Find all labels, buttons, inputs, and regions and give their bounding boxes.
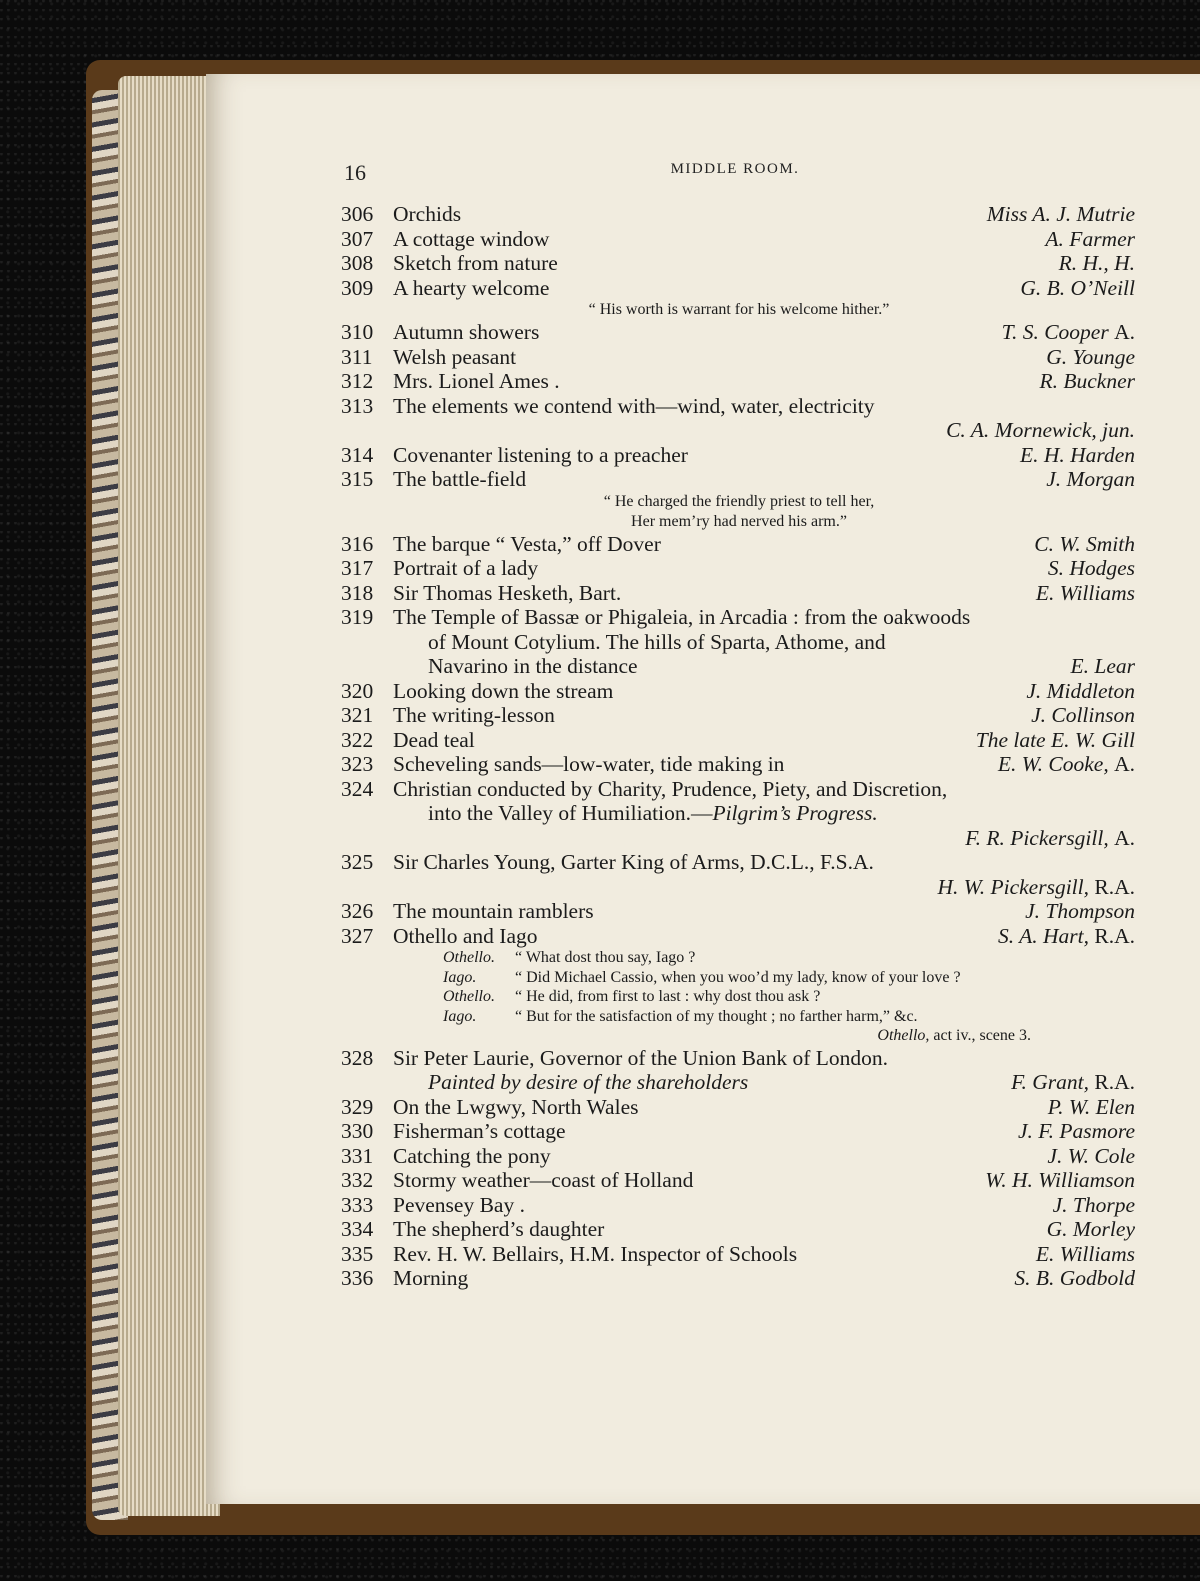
entry-number: 319 bbox=[341, 605, 374, 629]
academy-suffix: R.A. bbox=[1094, 923, 1135, 948]
artist-text: S. A. Hart, bbox=[998, 923, 1089, 948]
entry-title: The barque “ Vesta,” off Dover bbox=[393, 531, 661, 556]
spoken-text: “ He did, from first to last : why dost thou ask ? bbox=[515, 988, 821, 1005]
entry-title: Christian conducted by Charity, Prudence, Piety, and Discretion, bbox=[393, 776, 948, 801]
entry-number: 327 bbox=[341, 923, 374, 948]
catalogue-entry bbox=[341, 467, 1137, 492]
artist-text: R. H., H. bbox=[1058, 251, 1135, 275]
artist-text: J. Middleton bbox=[1026, 678, 1135, 703]
catalogue-entry bbox=[341, 1095, 1137, 1120]
artist-text: A. Farmer bbox=[1045, 226, 1135, 251]
artist-text: J. Thompson bbox=[1025, 899, 1135, 923]
catalogue-entry bbox=[341, 728, 1137, 753]
entry-title: Stormy weather—coast of Holland bbox=[393, 1168, 694, 1192]
entry-number: 308 bbox=[341, 251, 374, 275]
entry-title: Sir Peter Laurie, Governor of the Union Bank of London. bbox=[393, 1045, 888, 1070]
entry-number: 318 bbox=[341, 580, 374, 605]
catalogue-entry bbox=[341, 1119, 1137, 1144]
catalogue-entries bbox=[341, 202, 1137, 1291]
artist-name bbox=[1002, 320, 1135, 345]
catalogue-entry bbox=[341, 1242, 1137, 1267]
artist-text: C. W. Smith bbox=[1034, 531, 1135, 556]
entry-number: 328 bbox=[341, 1045, 374, 1070]
artist-text: J. Thorpe bbox=[1052, 1192, 1135, 1217]
entry-title: Autumn showers bbox=[393, 320, 540, 344]
catalogue-entry bbox=[341, 394, 1137, 419]
artist-text: S. B. Godbold bbox=[1014, 1266, 1135, 1290]
artist-text: J. F. Pasmore bbox=[1017, 1119, 1135, 1143]
academy-suffix: A. bbox=[1114, 320, 1135, 344]
academy-suffix: A. bbox=[1114, 752, 1135, 776]
catalogue-entry bbox=[341, 679, 1137, 704]
citation-rest: act iv., scene 3. bbox=[933, 1027, 1031, 1044]
artist-text: S. Hodges bbox=[1047, 556, 1135, 580]
artist-name bbox=[1026, 679, 1135, 704]
spoken-text: “ But for the satisfaction of my thought ; no farther harm,” &c. bbox=[515, 1007, 918, 1025]
catalogue-entry bbox=[341, 899, 1137, 924]
entry-number: 314 bbox=[341, 442, 374, 467]
artist-name bbox=[1025, 899, 1135, 924]
entry-number: 333 bbox=[341, 1192, 374, 1217]
dialogue-line bbox=[443, 987, 1137, 1007]
entry-number: 320 bbox=[341, 678, 374, 703]
entry-title: The elements we contend with—wind, water, electricity bbox=[393, 393, 875, 418]
artist-text: H. W. Pickersgill, bbox=[937, 874, 1089, 899]
speaker-name: Othello. bbox=[443, 949, 495, 966]
entry-continuation bbox=[341, 1070, 1137, 1095]
entry-title: Covenanter listening to a preacher bbox=[393, 442, 688, 467]
catalogue-entry bbox=[341, 443, 1137, 468]
quote-line: Her mem’ry had nerved his arm.” bbox=[631, 512, 847, 530]
artist-name bbox=[1046, 345, 1135, 370]
entry-title: Scheveling sands—low-water, tide making in bbox=[393, 752, 785, 776]
catalogue-entry bbox=[341, 605, 1137, 630]
catalogue-entry bbox=[341, 1266, 1137, 1291]
artist-text: J. Collinson bbox=[1031, 703, 1135, 727]
artist-text: F. R. Pickersgill, bbox=[965, 825, 1109, 850]
entry-title: Dead teal bbox=[393, 727, 475, 752]
citation bbox=[341, 1026, 1031, 1046]
artist-name bbox=[1047, 1217, 1135, 1242]
epigraph-quote: “ His worth is warrant for his welcome hither.” bbox=[588, 301, 890, 318]
artist-name bbox=[1053, 1193, 1135, 1218]
artist-name bbox=[1036, 1242, 1135, 1267]
entry-number: 310 bbox=[341, 320, 374, 344]
catalogue-entry bbox=[341, 1193, 1137, 1218]
entry-title: Sir Thomas Hesketh, Bart. bbox=[393, 580, 622, 605]
entry-number: 313 bbox=[341, 393, 374, 418]
entry-number: 326 bbox=[341, 899, 374, 923]
artist-name bbox=[1011, 1070, 1135, 1095]
entry-number: 324 bbox=[341, 776, 374, 801]
artist-name bbox=[987, 202, 1135, 227]
artist-text: T. S. Cooper bbox=[1001, 320, 1109, 344]
catalogue-entry bbox=[341, 703, 1137, 728]
artist-name bbox=[1048, 556, 1135, 581]
source-work: Pilgrim’s Progress. bbox=[712, 801, 878, 825]
continuation-text: of Mount Cotylium. The hills of Sparta, Athome, and bbox=[428, 629, 886, 654]
artist-text: E. Williams bbox=[1035, 1241, 1135, 1266]
quote-line: “ He charged the friendly priest to tell her, bbox=[603, 492, 875, 510]
catalogue-entry bbox=[341, 1217, 1137, 1242]
entry-number: 331 bbox=[341, 1143, 374, 1168]
artist-text: W. H. Williamson bbox=[985, 1168, 1135, 1192]
artist-name bbox=[1045, 227, 1135, 252]
entry-title: Fisherman’s cottage bbox=[393, 1119, 566, 1143]
catalogue-entry bbox=[341, 320, 1137, 345]
entry-title: The writing-lesson bbox=[393, 703, 555, 727]
entry-title: Rev. H. W. Bellairs, H.M. Inspector of Schools bbox=[393, 1241, 798, 1266]
artist-text: C. A. Mornewick, jun. bbox=[946, 418, 1135, 442]
catalogue-entry bbox=[341, 924, 1137, 949]
dialogue-line bbox=[443, 948, 1137, 968]
entry-title: Sir Charles Young, Garter King of Arms, D.C.L., F.S.A. bbox=[393, 850, 874, 874]
artist-name bbox=[1047, 1144, 1135, 1169]
entry-number: 311 bbox=[341, 344, 373, 369]
catalogue-entry bbox=[341, 345, 1137, 370]
speaker-name: Othello. bbox=[443, 988, 495, 1005]
artist-name bbox=[1039, 369, 1135, 394]
entry-number: 325 bbox=[341, 850, 374, 874]
dialogue-line bbox=[443, 968, 1137, 988]
entry-title: The shepherd’s daughter bbox=[393, 1217, 605, 1241]
academy-suffix: A. bbox=[1114, 825, 1135, 850]
artist-text: The late E. W. Gill bbox=[975, 727, 1135, 752]
artist-name bbox=[1059, 251, 1135, 276]
entry-title: The mountain ramblers bbox=[393, 899, 594, 923]
artist-text: E. H. Harden bbox=[1019, 442, 1135, 467]
artist-text: J. Morgan bbox=[1046, 467, 1135, 491]
citation-work: Othello, bbox=[877, 1027, 930, 1044]
entry-number: 332 bbox=[341, 1168, 374, 1192]
artist-name bbox=[341, 826, 1137, 851]
entry-title: Pevensey Bay . bbox=[393, 1192, 525, 1217]
catalogue-entry bbox=[341, 1144, 1137, 1169]
academy-suffix: R.A. bbox=[1094, 1070, 1135, 1094]
artist-name bbox=[1046, 467, 1135, 492]
dialogue-line bbox=[443, 1007, 1137, 1027]
artist-text: Miss A. J. Mutrie bbox=[986, 202, 1135, 226]
entry-title: Sketch from nature bbox=[393, 251, 558, 275]
academy-suffix: R.A. bbox=[1094, 874, 1135, 899]
catalogue-entry bbox=[341, 850, 1137, 875]
entry-title: Looking down the stream bbox=[393, 678, 614, 703]
artist-name: E. Lear bbox=[1070, 654, 1135, 678]
artist-text: P. W. Elen bbox=[1047, 1094, 1135, 1119]
entry-number: 323 bbox=[341, 752, 374, 776]
entry-number: 309 bbox=[341, 275, 374, 300]
artist-name bbox=[1014, 1266, 1135, 1291]
entry-title: A hearty welcome bbox=[393, 275, 550, 300]
catalogue-entry bbox=[341, 556, 1137, 581]
catalogue-entry bbox=[341, 777, 1137, 802]
entry-number: 335 bbox=[341, 1241, 374, 1266]
artist-name bbox=[1036, 581, 1135, 606]
artist-name bbox=[1018, 1119, 1135, 1144]
entry-title: A cottage window bbox=[393, 226, 550, 251]
artist-name bbox=[985, 1168, 1135, 1193]
entry-title: Welsh peasant bbox=[393, 344, 517, 369]
artist-name bbox=[341, 418, 1137, 443]
entry-number: 334 bbox=[341, 1217, 374, 1241]
artist-text: G. Younge bbox=[1046, 344, 1135, 369]
entry-title: The Temple of Bassæ or Phigaleia, in Arcadia : from the oakwoods bbox=[393, 605, 971, 629]
entry-title: The battle-field bbox=[393, 467, 527, 491]
artist-name bbox=[998, 924, 1135, 949]
artist-text: R. Buckner bbox=[1039, 369, 1135, 393]
artist-name bbox=[976, 728, 1135, 753]
artist-name bbox=[1048, 1095, 1135, 1120]
entry-number: 322 bbox=[341, 727, 374, 752]
entry-title: Othello and Iago bbox=[393, 923, 538, 948]
artist-name bbox=[1020, 443, 1135, 468]
artist-text: F. Grant, bbox=[1011, 1070, 1089, 1094]
catalogue-entry bbox=[341, 752, 1137, 777]
catalogue-entry bbox=[341, 227, 1137, 252]
entry-number: 306 bbox=[341, 202, 374, 226]
entry-title: Mrs. Lionel Ames . bbox=[393, 369, 560, 393]
page-block-edges bbox=[118, 76, 220, 1516]
entry-title: Morning bbox=[393, 1266, 469, 1290]
commission-note: Painted by desire of the shareholders bbox=[428, 1070, 749, 1094]
entry-title: Catching the pony bbox=[393, 1143, 551, 1168]
catalogue-entry bbox=[341, 251, 1137, 276]
speaker-name: Iago. bbox=[443, 968, 477, 986]
artist-name bbox=[1020, 276, 1135, 301]
running-head: MIDDLE ROOM. bbox=[670, 161, 800, 177]
entry-number: 330 bbox=[341, 1119, 374, 1143]
artist-name bbox=[341, 875, 1137, 900]
artist-name bbox=[998, 752, 1135, 777]
continuation-text: Navarino in the distance bbox=[428, 654, 638, 678]
artist-text: J. W. Cole bbox=[1047, 1143, 1135, 1168]
entry-number: 315 bbox=[341, 467, 374, 491]
epigraph-quote bbox=[341, 492, 1137, 532]
catalogue-entry bbox=[341, 1046, 1137, 1071]
artist-name bbox=[1031, 703, 1135, 728]
catalogue-entry bbox=[341, 369, 1137, 394]
catalogue-entry bbox=[341, 581, 1137, 606]
entry-number: 329 bbox=[341, 1094, 374, 1119]
entry-number: 316 bbox=[341, 531, 374, 556]
entry-number: 307 bbox=[341, 226, 374, 251]
entry-number: 321 bbox=[341, 703, 374, 727]
spoken-text: “ What dost thou say, Iago ? bbox=[515, 949, 696, 966]
spoken-text: “ Did Michael Cassio, when you woo’d my lady, know of your love ? bbox=[515, 968, 961, 986]
entry-number: 336 bbox=[341, 1266, 374, 1290]
catalogue-entry bbox=[341, 532, 1137, 557]
continuation-text: into the Valley of Humiliation.— bbox=[428, 801, 713, 825]
entry-title: Portrait of a lady bbox=[393, 556, 539, 580]
speaker-name: Iago. bbox=[443, 1007, 477, 1025]
artist-text: E. W. Cooke, bbox=[997, 752, 1109, 776]
entry-title: On the Lwgwy, North Wales bbox=[393, 1094, 639, 1119]
artist-text: G. Morley bbox=[1046, 1217, 1135, 1241]
catalogue-entry bbox=[341, 276, 1137, 301]
entry-continuation bbox=[341, 654, 1137, 679]
entry-number: 312 bbox=[341, 369, 374, 393]
entry-number: 317 bbox=[341, 556, 374, 580]
catalogue-entry bbox=[341, 202, 1137, 227]
artist-name bbox=[1034, 532, 1135, 557]
artist-text: G. B. O’Neill bbox=[1020, 275, 1135, 300]
page-number: 16 bbox=[344, 160, 366, 185]
entry-continuation bbox=[341, 801, 1137, 826]
entry-title: Orchids bbox=[393, 202, 462, 226]
artist-text: E. Williams bbox=[1035, 580, 1135, 605]
entry-continuation bbox=[341, 630, 1137, 655]
catalogue-entry bbox=[341, 1168, 1137, 1193]
